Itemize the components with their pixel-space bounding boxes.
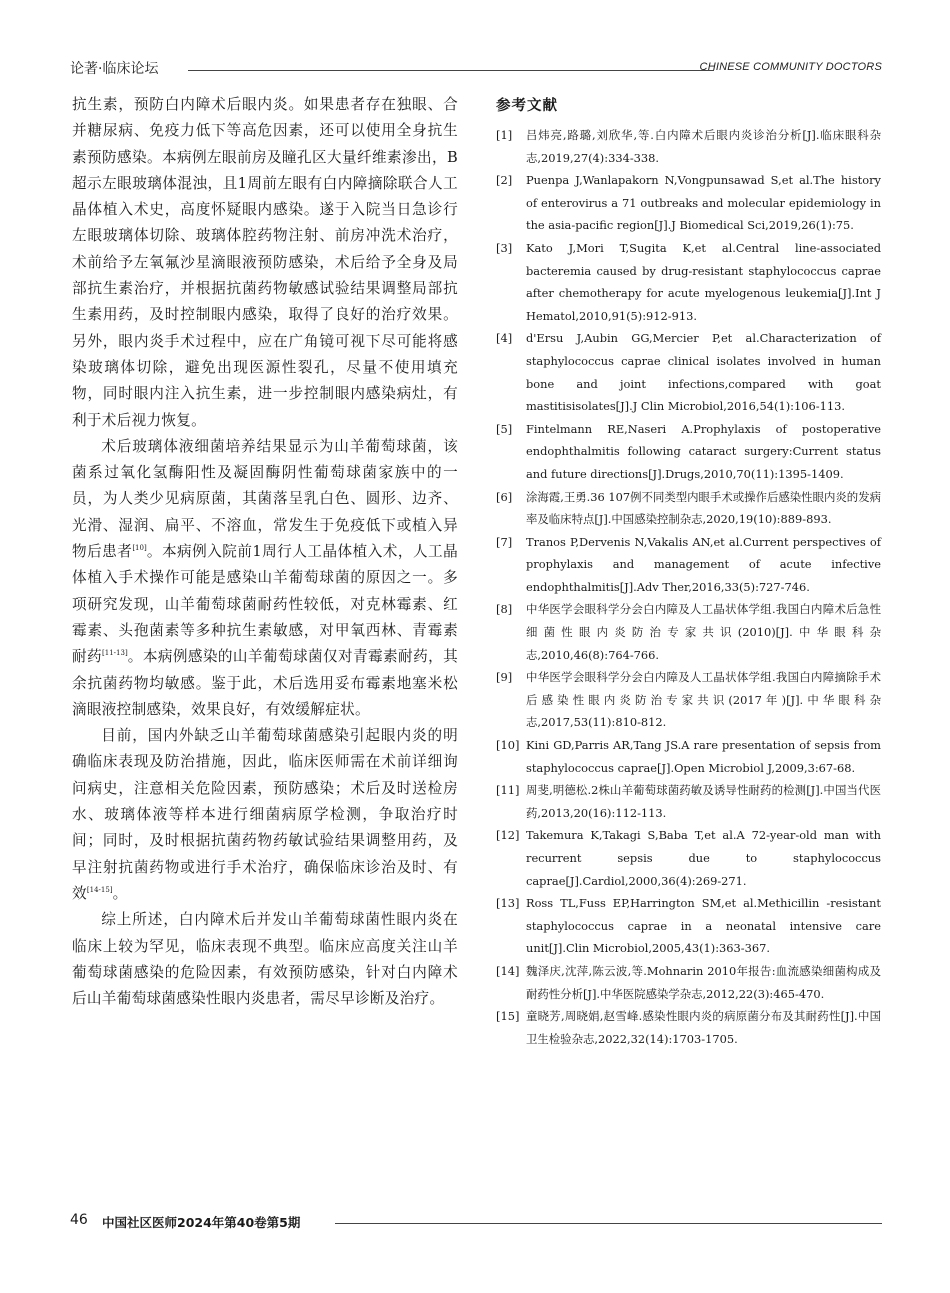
reference-text: 周斐,明德松.2株山羊葡萄球菌药敏及诱导性耐药的检测[J].中国当代医药,2013,20(16):112-113. (526, 783, 881, 820)
reference-number: [14] (496, 963, 520, 978)
reference-text: Kini GD,Parris AR,Tang JS.A rare presentation of sepsis from staphylococcus caprae[J].Open Microbiol J,2009,3:67-68. (526, 738, 881, 775)
reference-number: [12] (496, 828, 520, 843)
running-header (70, 58, 882, 78)
reference-text: 吕炜亮,路璐,刘欣华,等.白内障术后眼内炎诊治分析[J].临床眼科杂志,2019,27(4):334-338. (526, 128, 881, 165)
reference-number: [7] (496, 534, 513, 549)
reference-number: [11] (496, 783, 520, 798)
paragraph-4: 综上所述，白内障术后并发山羊葡萄球菌性眼内炎在临床上较为罕见，临床表现不典型。临床应高度关注山羊葡萄球菌感染的危险因素，有效预防感染，针对白内障术后山羊葡萄球菌感染性眼内炎患者，需尽早诊断及治疗。 (72, 911, 458, 1008)
reference-number: [10] (496, 738, 520, 753)
reference-item (496, 327, 881, 417)
citation: [10] (132, 544, 147, 553)
reference-text: Tranos P,Dervenis N,Vakalis AN,et al.Current perspectives of prophylaxis and management of acute infective endophthalmitis[J].Adv Ther,2016,33(5):727-746. (526, 534, 881, 594)
reference-item (496, 237, 881, 327)
reference-item (496, 892, 881, 960)
reference-item (496, 1005, 881, 1050)
reference-number: [2] (496, 173, 513, 188)
journal-english-name: CHINESE COMMUNITY DOCTORS (699, 61, 882, 73)
citation: [11-13] (102, 649, 128, 658)
reference-number: [6] (496, 489, 513, 504)
page-number: 46 (70, 1212, 88, 1228)
references-column (496, 94, 881, 1050)
reference-text: Puenpa J,Wanlapakorn N,Vongpunsawad S,et al.The history of enterovirus a 71 outbreaks and molecular epidemiology in the asia-pacific region[J].J Biomedical Sci,2019,26(1):75. (526, 173, 881, 233)
reference-text: d'Ersu J,Aubin GG,Mercier P,et al.Characterization of staphylococcus caprae clinical isolates involved in human bone and joint infections,compared with goat mastitisisolates[J].J Clin Microbiol,2016,54(1):106-113. (526, 331, 881, 414)
reference-item (496, 824, 881, 892)
journal-issue: 中国社区医师2024年第40卷第5期 (102, 1215, 301, 1230)
reference-number: [3] (496, 240, 513, 255)
reference-item (496, 779, 881, 824)
paragraph-2: 术后玻璃体液细菌培养结果显示为山羊葡萄球菌，该菌系过氧化氢酶阳性及凝固酶阴性葡萄球菌家族中的一员，为人类少见病原菌，其菌落呈乳白色、圆形、边齐、光滑、湿润、扁平、不溶血，常发生于免疫低下或植入异物后患者[10]。本病例入院前1周行人工晶体植入术，人工晶体植入手术操作可能是感染山羊葡萄球菌的原因之一。多项研究发现，山羊葡萄球菌耐药性较低，对克林霉素、红霉素、头孢菌素等多种抗生素敏感，对甲氧西林、青霉素耐药[11-13]。本病例感染的山羊葡萄球菌仅对青霉素耐药，其余抗菌药物均敏感。鉴于此，术后选用妥布霉素地塞米松滴眼液控制感染，效果良好，有效缓解症状。 (72, 437, 458, 718)
reference-text: 中华医学会眼科学分会白内障及人工晶状体学组.我国白内障术后急性细菌性眼内炎防治专家共识(2010)[J].中华眼科杂志,2010,46(8):764-766. (526, 602, 881, 662)
reference-text: Ross TL,Fuss EP,Harrington SM,et al.Methicillin -resistant staphylococcus caprae in a neonatal intensive care unit[J].Clin Microbiol,2005,43(1):363-367. (526, 896, 881, 956)
reference-item (496, 531, 881, 599)
paragraph-3: 目前，国内外缺乏山羊葡萄球菌感染引起眼内炎的明确临床表现及防治措施，因此，临床医师需在术前详细询问病史，注意相关危险因素，预防感染；术后及时送检房水、玻璃体液等样本进行细菌病原学检测，争取治疗时间；同时，及时根据抗菌药物药敏试验结果调整用药，及早注射抗菌药物或进行手术治疗，确保临床诊治及时、有效[14-15]。 (72, 727, 458, 902)
footer-rule (335, 1223, 882, 1224)
reference-item (496, 666, 881, 734)
reference-number: [15] (496, 1009, 520, 1024)
paragraph-1: 抗生素，预防白内障术后眼内炎。如果患者存在独眼、合并糖尿病、免疫力低下等高危因素，还可以使用全身抗生素预防感染。本病例左眼前房及瞳孔区大量纤维素渗出，B超示左眼玻璃体混浊，且1周前左眼有白内障摘除联合人工晶体植入术史，高度怀疑眼内感染。遂于入院当日急诊行左眼玻璃体切除、玻璃体腔药物注射、前房冲洗术治疗，术前给予左氧氟沙星滴眼液预防感染，术后给予全身及局部抗生素治疗，并根据抗菌药物敏感试验结果调整局部抗生素用药，及时控制眼内感染，取得了良好的治疗效果。另外，眼内炎手术过程中，应在广角镜可视下尽可能将感染玻璃体切除，避免出现医源性裂孔，尽量不使用填充物，同时眼内注入抗生素，进一步控制眼内感染病灶，有利于术后视力恢复。 (72, 96, 458, 429)
reference-number: [5] (496, 421, 513, 436)
reference-list (496, 124, 881, 1050)
reference-number: [1] (496, 128, 513, 142)
reference-item (496, 734, 881, 779)
running-footer (70, 1212, 882, 1232)
citation: [14-15] (86, 885, 113, 894)
reference-text: 中华医学会眼科学分会白内障及人工晶状体学组.我国白内障摘除手术后感染性眼内炎防治专家共识(2017年)[J].中华眼科杂志,2017,53(11):810-812. (526, 670, 881, 730)
reference-number: [13] (496, 896, 520, 911)
reference-text: 涂海霞,王勇.36 107例不同类型内眼手术或操作后感染性眼内炎的发病率及临床特点[J].中国感染控制杂志,2020,19(10):889-893. (526, 489, 881, 527)
reference-item (496, 124, 881, 169)
reference-number: [8] (496, 602, 513, 617)
section-label: 论著·临床论坛 (70, 61, 159, 77)
reference-item (496, 598, 881, 666)
reference-item (496, 418, 881, 486)
reference-text: 童晓芳,周晓娟,赵雪峰.感染性眼内炎的病原菌分布及其耐药性[J].中国卫生检验杂志,2022,32(14):1703-1705. (526, 1009, 881, 1046)
reference-text: 魏泽庆,沈萍,陈云波,等.Mohnarin 2010年报告:血流感染细菌构成及耐药性分析[J].中华医院感染学杂志,2012,22(3):465-470. (526, 963, 881, 1001)
reference-text: Fintelmann RE,Naseri A.Prophylaxis of postoperative endophthalmitis following cataract surgery:Current status and future directions[J].Drugs,2010,70(11):1395-1409. (526, 421, 881, 481)
reference-text: Kato J,Mori T,Sugita K,et al.Central line-associated bacteremia caused by drug-resistant staphylococcus caprae after chemotherapy for acute myelogenous leukemia[J].Int J Hematol,2010,91(5):912-913. (526, 240, 881, 323)
reference-number: [9] (496, 670, 513, 685)
reference-item (496, 169, 881, 237)
header-rule (188, 70, 714, 71)
body-column (72, 92, 458, 1012)
reference-number: [4] (496, 331, 513, 346)
reference-item (496, 960, 881, 1005)
reference-text: Takemura K,Takagi S,Baba T,et al.A 72-year-old man with recurrent sepsis due to staphylococcus caprae[J].Cardiol,2000,36(4):269-271. (526, 828, 881, 888)
reference-item (496, 486, 881, 531)
references-title: 参考文献 (496, 98, 558, 114)
